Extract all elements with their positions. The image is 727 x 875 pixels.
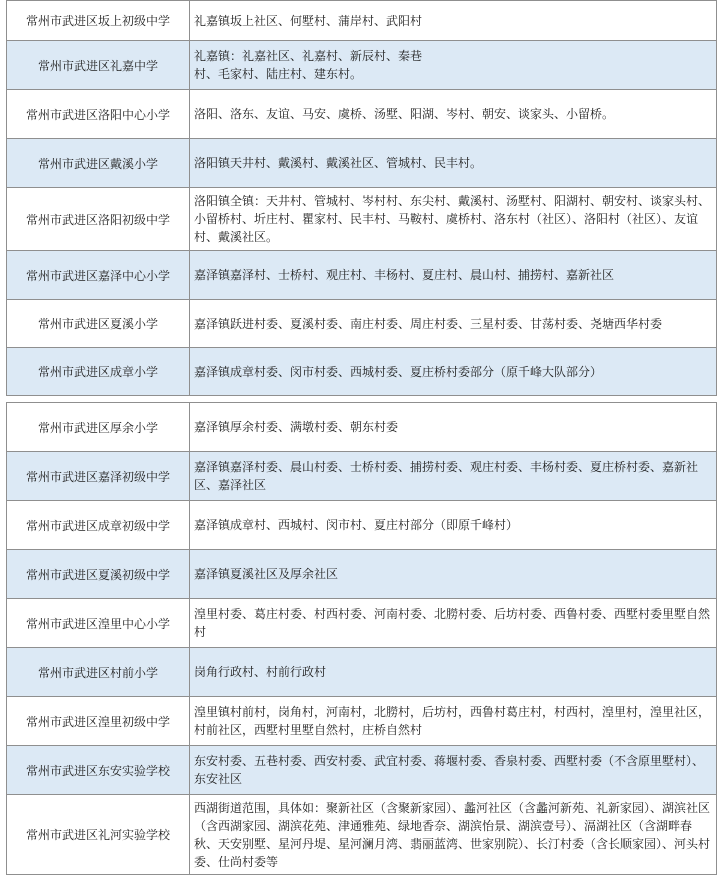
school-district-table-1 <box>6 0 717 396</box>
school-name-cell: 常州市武进区嘉泽初级中学 <box>6 452 190 500</box>
school-name-cell: 常州市武进区成章初级中学 <box>6 501 190 549</box>
table-row <box>6 90 717 139</box>
school-name-cell: 常州市武进区成章小学 <box>6 348 190 395</box>
table-row <box>6 41 717 90</box>
school-district-table-2 <box>6 402 717 875</box>
district-area-cell: 嘉泽镇嘉泽村委、晨山村委、士桥村委、捕捞村委、观庄村委、丰杨村委、夏庄桥村委、嘉新社区、嘉泽社区 <box>190 452 717 500</box>
table-row <box>6 550 717 599</box>
school-name-cell: 常州市武进区夏溪初级中学 <box>6 550 190 598</box>
table-row <box>6 795 717 875</box>
table-row <box>6 501 717 550</box>
table-row <box>6 300 717 348</box>
school-name-cell: 常州市武进区夏溪小学 <box>6 300 190 347</box>
district-area-cell: 礼嘉镇：礼嘉社区、礼嘉村、新辰村、秦巷村、毛家村、陆庄村、建东村。 <box>190 41 717 89</box>
table-row <box>6 1 717 41</box>
school-name-cell: 常州市武进区厚余小学 <box>6 403 190 451</box>
table-row <box>6 697 717 746</box>
district-area-cell: 东安村委、五巷村委、西安村委、武宜村委、蒋堰村委、香泉村委、西墅村委（不含原里墅村）、东安社区 <box>190 746 717 794</box>
district-area-cell: 嘉泽镇嘉泽村、士桥村、观庄村、丰杨村、夏庄村、晨山村、捕捞村、嘉新社区 <box>190 251 717 299</box>
table-row <box>6 746 717 795</box>
table-row <box>6 648 717 697</box>
school-name-cell: 常州市武进区坂上初级中学 <box>6 1 190 40</box>
school-name-cell: 常州市武进区湟里中心小学 <box>6 599 190 647</box>
district-area-cell: 湟里村委、葛庄村委、村西村委、河南村委、北朥村委、后坊村委、西鲁村委、西墅村委里墅自然村 <box>190 599 717 647</box>
school-name-cell: 常州市武进区湟里初级中学 <box>6 697 190 745</box>
school-name-cell: 常州市武进区礼河实验学校 <box>6 795 190 874</box>
school-name-cell: 常州市武进区东安实验学校 <box>6 746 190 794</box>
school-name-cell: 常州市武进区礼嘉中学 <box>6 41 190 89</box>
district-area-cell: 嘉泽镇跃进村委、夏溪村委、南庄村委、周庄村委、三星村委、甘荡村委、尧塘西华村委 <box>190 300 717 347</box>
district-area-cell: 嘉泽镇夏溪社区及厚余社区 <box>190 550 717 598</box>
school-name-cell: 常州市武进区戴溪小学 <box>6 139 190 187</box>
district-area-cell: 岗角行政村、村前行政村 <box>190 648 717 696</box>
district-area-cell: 嘉泽镇成章村、西城村、闵市村、夏庄村部分（即原千峰村） <box>190 501 717 549</box>
district-area-cell: 湟里镇村前村，岗角村，河南村，北朥村，后坊村，西鲁村葛庄村，村西村，湟里村，湟里社区，村前社区，西墅村里墅自然村，庄桥自然村 <box>190 697 717 745</box>
table-row <box>6 139 717 188</box>
table-row <box>6 599 717 648</box>
district-area-cell: 嘉泽镇成章村委、闵市村委、西城村委、夏庄桥村委部分（原千峰大队部分） <box>190 348 717 395</box>
district-area-cell: 西湖街道范围，具体如：聚新社区（含聚新家园）、蠡河社区（含蠡河新苑、礼新家园）、湖滨社区（含西湖家园、湖滨花苑、津通雅苑、绿地香奈、湖滨怡景、湖滨壹号）、滆湖社区（含湖畔春秋、天安别墅、星河丹堤、星河澜月湾、翡丽蓝湾、世家别院）、长汀村委（含长顺家园）、河头村委、仕尚村委等 <box>190 795 717 874</box>
school-name-cell: 常州市武进区洛阳初级中学 <box>6 188 190 250</box>
table-row <box>6 188 717 251</box>
school-name-cell: 常州市武进区嘉泽中心小学 <box>6 251 190 299</box>
district-area-cell: 洛阳镇全镇：天井村、管城村、岑村村、东尖村、戴溪村、汤墅村、阳湖村、朝安村、谈家头村、小留桥村、圻庄村、瞿家村、民丰村、马鞍村、虞桥村、洛东村（社区）、洛阳村（社区）、友谊村、戴溪社区。 <box>190 188 717 250</box>
district-area-cell: 嘉泽镇厚余村委、满墩村委、朝东村委 <box>190 403 717 451</box>
school-name-cell: 常州市武进区洛阳中心小学 <box>6 90 190 138</box>
district-area-cell: 洛阳镇天井村、戴溪村、戴溪社区、管城村、民丰村。 <box>190 139 717 187</box>
school-name-cell: 常州市武进区村前小学 <box>6 648 190 696</box>
table-row <box>6 452 717 501</box>
table-row <box>6 348 717 396</box>
district-area-cell: 礼嘉镇坂上社区、何墅村、蒲岸村、武阳村 <box>190 1 717 40</box>
table-row <box>6 251 717 300</box>
district-area-cell: 洛阳、洛东、友谊、马安、虞桥、汤墅、阳湖、岑村、朝安、谈家头、小留桥。 <box>190 90 717 138</box>
table-row <box>6 403 717 452</box>
